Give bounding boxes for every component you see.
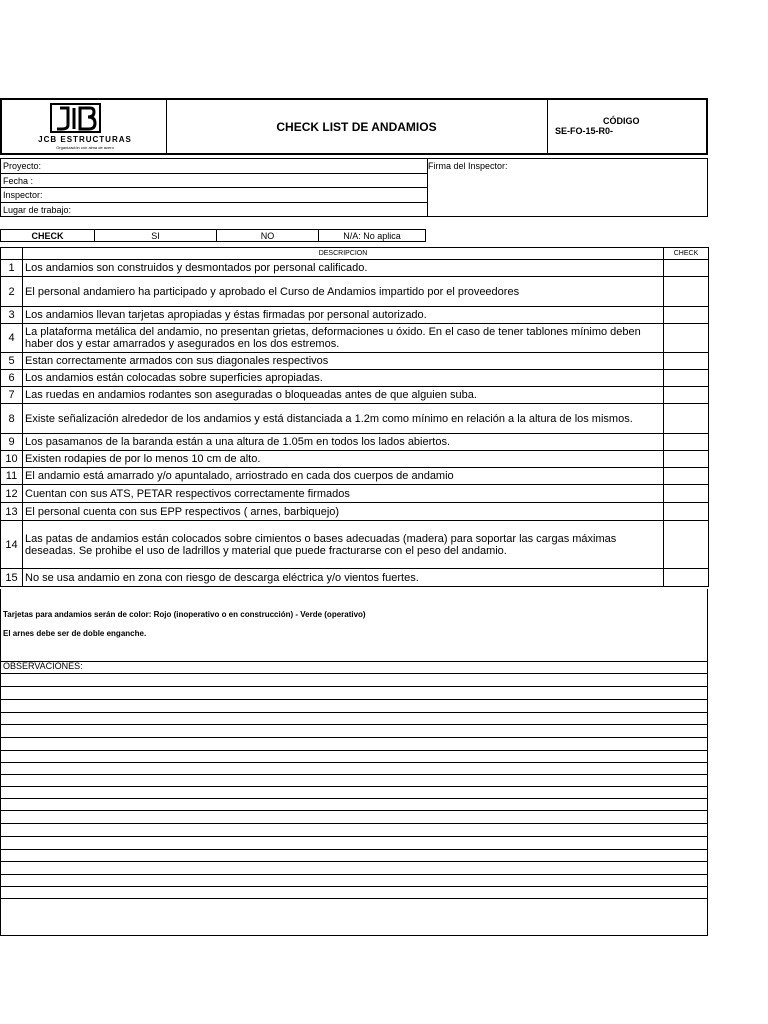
legend-check: CHECK xyxy=(1,230,95,241)
item-description: Existe señalización alrededor de los andamios y está distanciada a 1.2m como mínimo en relación a la altura de los mismos. xyxy=(23,404,664,434)
observations-label: OBSERVACIONES: xyxy=(3,661,83,671)
project-field[interactable]: Proyecto: xyxy=(1,159,427,174)
item-description: La plataforma metálica del andamio, no presentan grietas, deformaciones u óxido. En el caso de tener tablones mínimo deben haber dos y estar amarrados y asegurados en los dos estremos. xyxy=(23,324,664,353)
item-number: 4 xyxy=(1,324,23,353)
observation-line[interactable] xyxy=(1,699,707,700)
table-row xyxy=(1,307,709,324)
item-number: 9 xyxy=(1,434,23,451)
item-check-box[interactable] xyxy=(664,404,709,434)
item-check-box[interactable] xyxy=(664,353,709,370)
form-title: CHECK LIST DE ANDAMIOS xyxy=(166,100,548,153)
item-check-box[interactable] xyxy=(664,503,709,521)
observation-line[interactable] xyxy=(1,686,707,687)
item-number: 10 xyxy=(1,451,23,468)
item-number: 11 xyxy=(1,468,23,485)
notes-block xyxy=(0,589,708,662)
item-number: 8 xyxy=(1,404,23,434)
item-check-box[interactable] xyxy=(664,277,709,307)
jcb-logo-icon xyxy=(2,100,166,153)
item-check-box[interactable] xyxy=(664,324,709,353)
company-name: JCB ESTRUCTURAS xyxy=(38,135,132,144)
observations-block xyxy=(0,662,708,936)
item-number: 15 xyxy=(1,569,23,587)
item-check-box[interactable] xyxy=(664,451,709,468)
item-number: 3 xyxy=(1,307,23,324)
table-row xyxy=(1,404,709,434)
item-description: El personal andamiero ha participado y aprobado el Curso de Andamios impartido por el proveedores xyxy=(23,277,664,307)
observation-line[interactable] xyxy=(1,724,707,725)
code-value: SE-FO-15-R0- xyxy=(555,126,614,136)
header-number-cell xyxy=(1,248,23,260)
table-row xyxy=(1,468,709,485)
form-header xyxy=(0,98,708,155)
checklist-table xyxy=(0,247,708,587)
item-description: No se usa andamio en zona con riesgo de descarga eléctrica y/o vientos fuertes. xyxy=(23,569,664,587)
observation-line[interactable] xyxy=(1,886,707,887)
item-check-box[interactable] xyxy=(664,260,709,277)
observation-line[interactable] xyxy=(1,861,707,862)
item-number: 5 xyxy=(1,353,23,370)
item-description: Cuentan con sus ATS, PETAR respectivos correctamente firmados xyxy=(23,485,664,503)
item-description: Los andamios están colocadas sobre superficies apropiadas. xyxy=(23,370,664,387)
observation-line[interactable] xyxy=(1,737,707,738)
header-check: CHECK xyxy=(664,248,709,260)
item-check-box[interactable] xyxy=(664,485,709,503)
item-check-box[interactable] xyxy=(664,307,709,324)
item-number: 13 xyxy=(1,503,23,521)
observation-line[interactable] xyxy=(1,849,707,850)
item-description: Existen rodapies de por lo menos 10 cm de alto. xyxy=(23,451,664,468)
item-description: Los pasamanos de la baranda están a una altura de 1.05m en todos los lados abiertos. xyxy=(23,434,664,451)
table-row xyxy=(1,434,709,451)
table-row xyxy=(1,521,709,569)
info-block xyxy=(0,158,708,217)
legend-no: NO xyxy=(217,230,319,241)
observation-line[interactable] xyxy=(1,774,707,775)
legend-si: SI xyxy=(95,230,217,241)
item-description: El andamio está amarrado y/o apuntalado, arriostrado en cada dos cuerpos de andamio xyxy=(23,468,664,485)
observation-line[interactable] xyxy=(1,786,707,787)
item-description: Estan correctamente armados con sus diagonales respectivos xyxy=(23,353,664,370)
table-row xyxy=(1,370,709,387)
note-harness: El arnes debe ser de doble enganche. xyxy=(3,629,147,638)
item-description: Los andamios son construidos y desmontados por personal calificado. xyxy=(23,260,664,277)
company-logo xyxy=(2,100,167,153)
info-fields xyxy=(1,159,428,216)
header-description: DESCRIPCION xyxy=(23,248,664,260)
table-row xyxy=(1,324,709,353)
check-legend xyxy=(0,229,426,242)
item-description: El personal cuenta con sus EPP respectivos ( arnes, barbiquejo) xyxy=(23,503,664,521)
code-cell xyxy=(547,100,706,153)
item-description: Los andamios llevan tarjetas apropiadas y éstas firmadas por personal autorizado. xyxy=(23,307,664,324)
table-row xyxy=(1,451,709,468)
legend-na: N/A: No aplica xyxy=(343,231,401,241)
note-tag-colors: Tarjetas para andamios serán de color: Rojo (inoperativo o en construcción) - Verde (operativo) xyxy=(3,610,366,619)
table-row xyxy=(1,485,709,503)
item-check-box[interactable] xyxy=(664,468,709,485)
table-row xyxy=(1,277,709,307)
item-description: Las ruedas en andamios rodantes son aseguradas o bloqueadas antes de que alguien suba. xyxy=(23,387,664,404)
item-number: 12 xyxy=(1,485,23,503)
item-number: 2 xyxy=(1,277,23,307)
observation-line[interactable] xyxy=(1,798,707,799)
table-row xyxy=(1,503,709,521)
item-check-box[interactable] xyxy=(664,521,709,569)
company-tagline: Organización con alma de acero xyxy=(56,145,114,150)
date-field[interactable]: Fecha : xyxy=(1,174,427,189)
observation-line[interactable] xyxy=(1,874,707,875)
table-row xyxy=(1,387,709,404)
observation-line[interactable] xyxy=(1,898,707,899)
item-number: 1 xyxy=(1,260,23,277)
observation-line[interactable] xyxy=(1,673,707,674)
item-description: Las patas de andamios están colocados sobre cimientos o bases adecuadas (madera) para soportar las cargas máximas deseadas. Se prohibe el uso de ladrillos y material que puede fracturarse con el peso del andamio. xyxy=(23,521,664,569)
item-number: 14 xyxy=(1,521,23,569)
observation-line[interactable] xyxy=(1,810,707,811)
observation-line[interactable] xyxy=(1,750,707,751)
table-row xyxy=(1,260,709,277)
code-label: CÓDIGO xyxy=(603,116,640,126)
item-number: 7 xyxy=(1,387,23,404)
table-header-row xyxy=(1,248,709,260)
item-check-box[interactable] xyxy=(664,387,709,404)
observation-line[interactable] xyxy=(1,836,707,837)
item-check-box[interactable] xyxy=(664,569,709,587)
item-number: 6 xyxy=(1,370,23,387)
inspector-signature-field[interactable]: Firma del Inspector: xyxy=(428,161,508,171)
item-check-box[interactable] xyxy=(664,434,709,451)
inspector-field[interactable]: Inspector: xyxy=(1,188,427,203)
table-row xyxy=(1,569,709,587)
observation-line[interactable] xyxy=(1,823,707,824)
observation-line[interactable] xyxy=(1,762,707,763)
workplace-field[interactable]: Lugar de trabajo: xyxy=(3,204,72,215)
table-row xyxy=(1,353,709,370)
observation-line[interactable] xyxy=(1,712,707,713)
item-check-box[interactable] xyxy=(664,370,709,387)
